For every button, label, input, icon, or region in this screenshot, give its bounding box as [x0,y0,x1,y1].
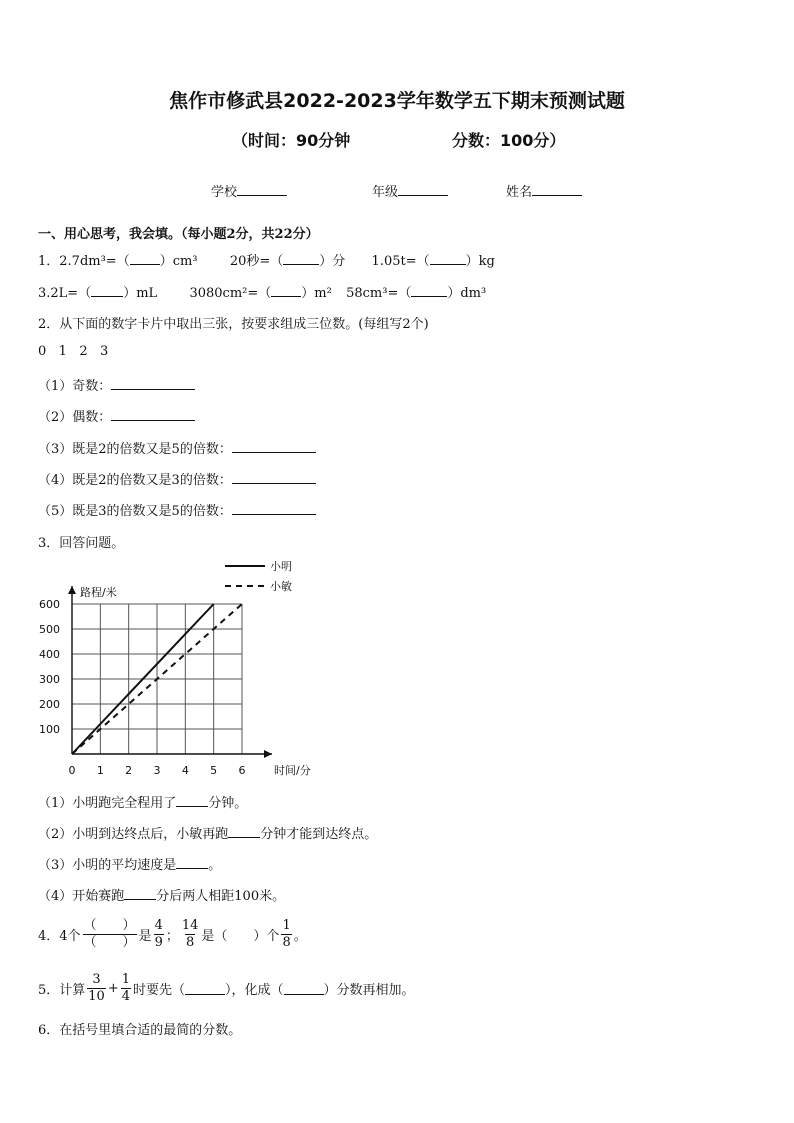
y-tick-label: 300 [39,673,60,686]
q3-item: （2）小明到达终点后，小敏再跑 分钟才能到达终点。 [38,827,378,842]
answer-blank[interactable] [430,252,466,265]
x-tick-label: 4 [181,764,189,777]
answer-blank[interactable] [124,887,156,900]
answer-blank[interactable] [232,440,316,453]
answer-blank[interactable] [91,284,123,297]
q5: 5．计算 $\frac{3}{10}$ + $\frac{1}{4}$ 时要先（ ），化成（ ）分数再相加。 [38,972,415,1004]
q2-item: （1）奇数： [38,375,195,394]
q1-item: 1．2.7dm³=（ ）cm³ [38,254,198,269]
chart-labels [39,585,311,777]
answer-blank[interactable] [228,825,260,838]
chart-legend [225,559,292,593]
fraction: $\frac{14}{8}$ [181,918,199,950]
q3-item: （1）小明跑完全程用了 分钟。 [38,796,248,811]
x-tick-label: 2 [125,764,133,777]
page-title: 焦作市修武县2022-2023学年数学五下期末预测试题 [169,90,625,112]
legend-label: 小敏 [270,580,292,593]
x-tick-label: 0 [68,764,76,777]
y-axis-arrow [68,586,76,594]
y-tick-label: 200 [39,698,60,711]
answer-blank[interactable] [176,794,208,807]
q2-item: （4）既是2的倍数又是3的倍数： [38,469,316,488]
answer-blank[interactable] [271,284,301,297]
fraction: $\frac{1}{8}$ [282,918,291,950]
answer-blank[interactable] [176,856,208,869]
fraction: $\frac{1}{4}$ [121,972,131,1004]
section-heading: 一、用心思考，我会填。（每小题2分，共22分） [38,227,319,242]
q3-stem: 3．回答问题。 [38,536,125,551]
q6-stem: 6．在括号里填合适的最简的分数。 [38,1023,242,1038]
answer-blank[interactable] [111,408,195,421]
x-axis-label: 时间/分 [274,764,311,777]
grade-label: 年级 [372,185,399,200]
q3-item: （3）小明的平均速度是 。 [38,858,222,873]
q1-item: 58cm³=（ ）dm³ [346,286,487,301]
q1-row1 [38,250,495,269]
legend-label: 小明 [270,560,292,573]
name-label: 姓名 [506,185,533,200]
q2-item: （2）偶数： [38,406,195,425]
school-blank[interactable] [237,183,287,196]
exam-time: （时间：90分钟 [232,131,351,150]
fraction: $\frac{3}{10}$ [88,972,105,1004]
distance-time-chart [0,550,340,785]
y-axis-label: 路程/米 [80,586,117,599]
name-field [506,181,582,200]
name-blank[interactable] [532,183,582,196]
q1-item: 3080cm²=（ ）m² [189,286,332,301]
answer-blank[interactable] [411,284,447,297]
answer-blank[interactable] [283,252,319,265]
school-label: 学校 [211,185,238,200]
q1-item: 1.05t=（ ）kg [371,254,495,269]
q2-item: （3）既是2的倍数又是5的倍数： [38,438,316,457]
q2-cards: 0 1 2 3 [38,344,109,359]
school-field [211,181,287,200]
q1-row2 [38,282,486,301]
answer-blank[interactable] [284,982,324,995]
grade-field [372,181,448,200]
x-tick-label: 5 [210,764,218,777]
x-tick-label: 1 [96,764,104,777]
answer-blank[interactable] [232,471,316,484]
x-tick-label: 3 [153,764,161,777]
y-tick-label: 100 [39,723,60,736]
answer-blank[interactable] [185,982,225,995]
y-tick-label: 500 [39,623,60,636]
x-tick-label: 6 [238,764,246,777]
q4-prefix: 4．4个 [38,929,81,944]
chart-axes [68,586,272,758]
q2-item: （5）既是3的倍数又是5的倍数： [38,500,316,519]
q4: 4．4个 $\frac{( )}{( )}$ 是 $\frac{4}{9}$ ； $\frac{14}{8}$ 是（ ）个 $\frac{1}{8}$ 。 [38,918,307,950]
answer-blank[interactable] [111,377,195,390]
answer-blank[interactable] [130,252,160,265]
fraction: $\frac{4}{9}$ [154,918,163,950]
answer-blank[interactable] [232,502,316,515]
y-tick-label: 400 [39,648,60,661]
q4-blank-fraction[interactable]: $\frac{( )}{( )}$ [83,918,136,950]
q3-item: （4）开始赛跑 分后两人相距100米。 [38,889,286,904]
grade-blank[interactable] [398,183,448,196]
x-axis-arrow [264,750,272,758]
exam-score: 分数：100分） [452,131,566,150]
y-tick-label: 600 [39,598,60,611]
q1-item: 20秒=（ ）分 [229,254,346,269]
q1-item: 3.2L=（ ）mL [38,286,158,301]
q2-stem: 2．从下面的数字卡片中取出三张，按要求组成三位数。(每组写2个) [38,317,429,332]
